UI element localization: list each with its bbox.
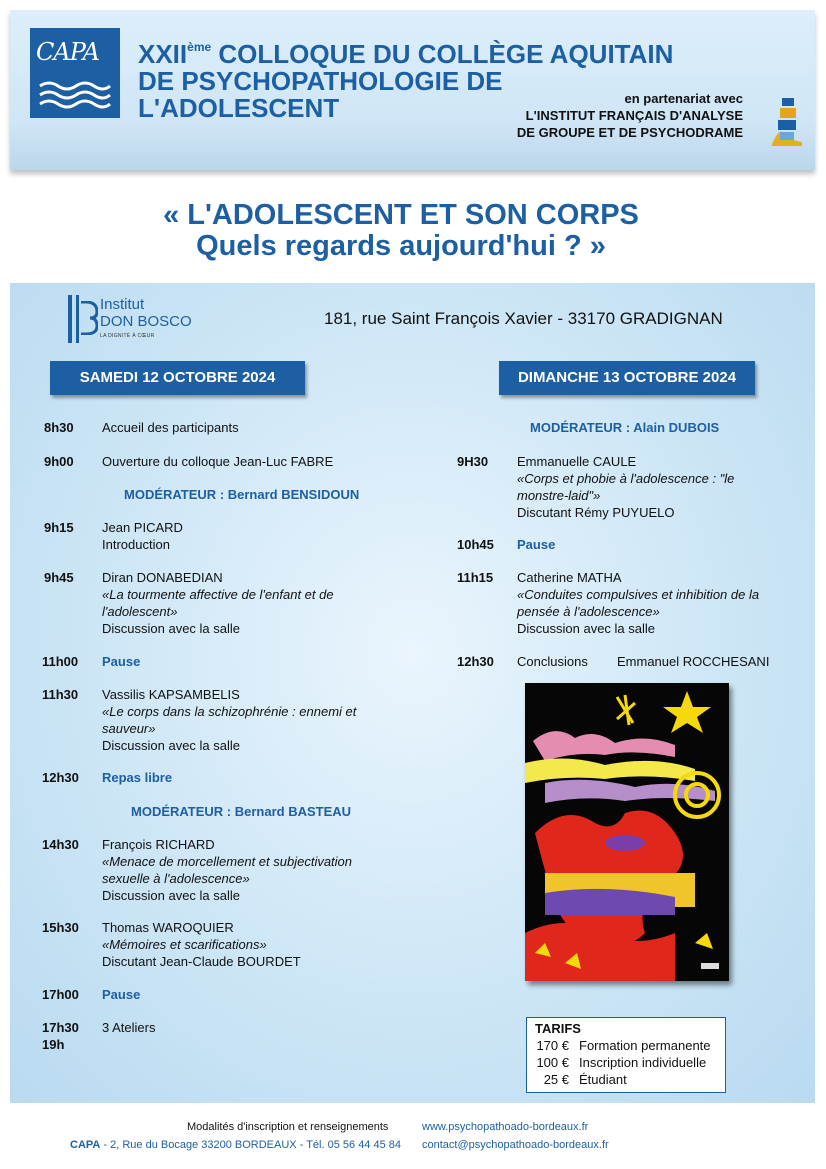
- partner-intro: en partenariat avec: [624, 91, 743, 106]
- waves-icon: [38, 80, 112, 110]
- header-banner: [10, 10, 815, 170]
- logo-don-bosco-text: DON BOSCO: [100, 313, 192, 330]
- title-line-3: L'ADOLESCENT: [138, 93, 340, 123]
- saturday-banner: SAMEDI 12 OCTOBRE 2024: [50, 361, 305, 395]
- session-time: 14h30: [42, 837, 79, 852]
- session-note: Introduction: [102, 537, 170, 552]
- session-time: 9h15: [44, 520, 74, 535]
- pricing-title: TARIFS: [535, 1021, 581, 1036]
- session-time: 8h30: [44, 420, 74, 435]
- price-label: Inscription individuelle: [579, 1055, 707, 1070]
- partner-block: [517, 90, 743, 141]
- session-time: 17h00: [42, 987, 79, 1002]
- talk-title: «La tourmente affective de l'enfant et de: [102, 587, 334, 602]
- matisse-style-collage-icon: [525, 683, 729, 981]
- email-link[interactable]: contact@psychopathoado-bordeaux.fr: [422, 1139, 609, 1151]
- logo-institut-text: Institut: [100, 296, 145, 313]
- session-time: 10h45: [457, 537, 494, 552]
- edition-number: XXII: [138, 39, 188, 69]
- talk-title-cont: sauveur»: [102, 721, 156, 736]
- artwork-image: [525, 683, 729, 981]
- partner-name-line-1: L'INSTITUT FRANÇAIS D'ANALYSE: [525, 108, 743, 123]
- speaker-name: Jean PICARD: [102, 520, 183, 535]
- session-time: 17h30: [42, 1020, 79, 1035]
- don-bosco-logo: [66, 293, 206, 345]
- session-note: Discussion avec la salle: [102, 888, 241, 903]
- website-link[interactable]: www.psychopathoado-bordeaux.fr: [422, 1121, 589, 1133]
- title-line-2: DE PSYCHOPATHOLOGIE DE: [138, 66, 503, 96]
- moderator-label: MODÉRATEUR : Bernard BASTEAU: [131, 804, 352, 819]
- price-label: Formation permanente: [579, 1038, 711, 1053]
- talk-title: «Conduites compulsives et inhibition de la: [517, 587, 760, 602]
- footer-address-text: - 2, Rue du Bocage 33200 BORDEAUX - Tél. 05 56 44 45 84: [100, 1139, 402, 1151]
- session-time: 9h00: [44, 454, 74, 469]
- moderator-label: MODÉRATEUR : Bernard BENSIDOUN: [124, 487, 360, 502]
- price-label: Étudiant: [579, 1072, 627, 1087]
- talk-title: «Menace de morcellement et subjectivation: [102, 854, 353, 869]
- session-title: Ouverture du colloque Jean-Luc FABRE: [102, 454, 334, 469]
- talk-title: «Corps et phobie à l'adolescence : "le: [517, 471, 735, 486]
- speaker-name: Emmanuelle CAULE: [517, 454, 637, 469]
- pricing-box: [526, 1017, 726, 1093]
- talk-title-cont: monstre-laid"»: [517, 488, 601, 503]
- session-time: 11h30: [42, 687, 79, 702]
- footer-address: [70, 1137, 401, 1154]
- talk-title-cont: l'adolescent»: [102, 604, 178, 619]
- talk-title-cont: pensée à l'adolescence»: [517, 604, 660, 619]
- session-time: 12h30: [42, 770, 79, 785]
- ifagp-tower-logo-icon: [770, 96, 804, 148]
- saturday-session: [42, 1019, 372, 1055]
- session-time: 12h30: [457, 654, 494, 669]
- session-time: 15h30: [42, 920, 79, 935]
- talk-title-cont: sexuelle à l'adolescence»: [102, 871, 250, 886]
- session-note: Discutant Jean-Claude BOURDET: [102, 954, 301, 969]
- sunday-banner: DIMANCHE 13 OCTOBRE 2024: [499, 361, 755, 395]
- price: 25 €: [543, 1072, 569, 1087]
- edition-suffix: ème: [187, 40, 212, 54]
- speaker-name: Catherine MATHA: [517, 570, 622, 585]
- session-note: Discutant Rémy PUYUELO: [517, 505, 675, 520]
- session-time: 11h00: [42, 654, 79, 669]
- title-line-1: COLLOQUE DU COLLÈGE AQUITAIN: [218, 39, 674, 69]
- capa-logo: [30, 28, 120, 118]
- capa-logo-text: CAPA: [36, 38, 99, 66]
- session-time: 9H30: [457, 454, 489, 469]
- price: 100 €: [536, 1055, 569, 1070]
- speaker-name: Emmanuel ROCCHESANI: [617, 654, 770, 669]
- session-time: 11h15: [457, 570, 494, 585]
- talk-title: «Mémoires et scarifications»: [102, 937, 267, 952]
- speaker-name: Thomas WAROQUIER: [102, 920, 234, 935]
- main-title: [0, 200, 802, 262]
- venue-address: 181, rue Saint François Xavier - 33170 GRADIGNAN: [324, 309, 723, 328]
- main-title-line-1: « L'ADOLESCENT ET SON CORPS: [163, 199, 639, 231]
- session-end-time: 19h: [42, 1037, 65, 1052]
- db-monogram-icon: [80, 301, 98, 335]
- pause-label: Pause: [102, 654, 141, 669]
- speaker-name: Vassilis KAPSAMBELIS: [102, 687, 240, 702]
- session-note: Discussion avec la salle: [517, 621, 656, 636]
- partner-name-line-2: DE GROUPE ET DE PSYCHODRAME: [516, 125, 743, 140]
- speaker-name: Diran DONABEDIAN: [102, 570, 223, 585]
- session-title: Conclusions: [517, 654, 588, 669]
- moderator-label: MODÉRATEUR : Alain DUBOIS: [530, 420, 720, 435]
- lunch-label: Repas libre: [102, 770, 173, 785]
- logo-tagline: LA DIGNITÉ À CŒUR: [100, 333, 155, 339]
- session-title: Accueil des participants: [102, 420, 239, 435]
- footer-capa: CAPA: [70, 1139, 101, 1151]
- session-note: Discussion avec la salle: [102, 621, 241, 636]
- talk-title: «Le corps dans la schizophrénie : ennemi et: [102, 704, 357, 719]
- price: 170 €: [536, 1038, 569, 1053]
- pause-label: Pause: [102, 987, 141, 1002]
- session-time: 9h45: [44, 570, 74, 585]
- speaker-name: François RICHARD: [102, 837, 215, 852]
- main-title-line-2: Quels regards aujourd'hui ? »: [196, 230, 606, 262]
- session-title: 3 Ateliers: [102, 1020, 156, 1035]
- pause-label: Pause: [517, 537, 556, 552]
- registration-info: Modalités d'inscription et renseignements: [187, 1121, 389, 1133]
- session-note: Discussion avec la salle: [102, 738, 241, 753]
